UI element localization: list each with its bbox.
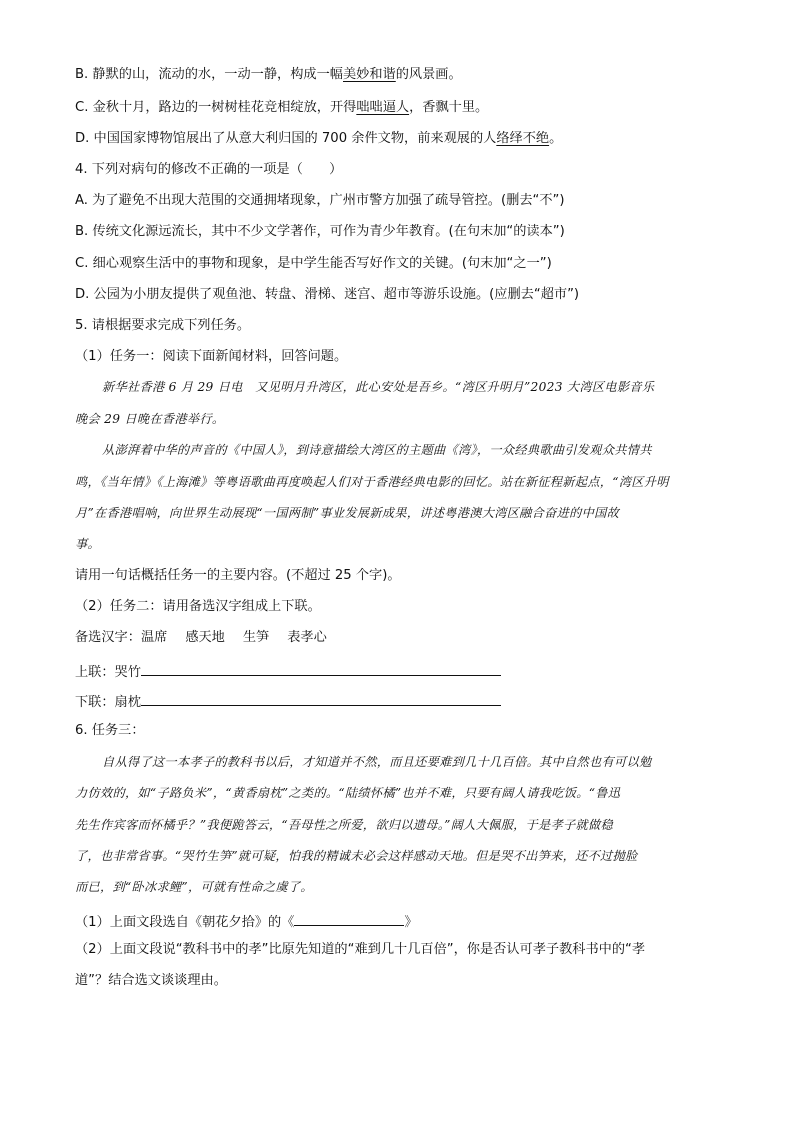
option-text: D. 中国国家博物馆展出了从意大利归国的 700 余件文物，前来观展的人 — [75, 131, 497, 146]
q4-option-c: C. 细心观察生活中的事物和现象，是中学生能否写好作文的关键。(句末加“之一”) — [75, 256, 552, 271]
q3-option-b — [75, 66, 462, 84]
q6-question-2-line2: 道”？结合选文谈谈理由。 — [75, 973, 227, 988]
news-line: 鸣，《当年情》《上海滩》等粤语歌曲再度唤起人们对于香港经典电影的回忆。站在新征程新起点，“湾区升明 — [75, 475, 669, 489]
news-line: 新华社香港 6 月 29 日电 又见明月升湾区，此心安处是吾乡。“湾区升明月”2023 大湾区电影音乐 — [102, 380, 655, 394]
underlined-phrase: 咄咄逼人 — [356, 100, 410, 115]
q5-stem: 5. 请根据要求完成下列任务。 — [75, 318, 251, 333]
candidate-characters — [75, 629, 327, 647]
q3-option-c — [75, 99, 488, 117]
upper-couplet — [75, 660, 501, 682]
option-word: 温席 — [140, 630, 168, 645]
option-word: 生笋 — [242, 630, 270, 645]
underlined-phrase: 美妙和谐 — [343, 67, 396, 82]
news-line: 晚会 29 日晚在香港举行。 — [75, 412, 225, 426]
option-text: ，香飘十里。 — [409, 100, 489, 115]
option-word: 感天地 — [185, 630, 225, 645]
option-text: C. 金秋十月，路边的一树树桂花竞相绽放，开得 — [75, 100, 357, 115]
upper-couplet-blank[interactable] — [141, 660, 501, 676]
option-text: 。 — [549, 131, 563, 146]
q4-stem: 4. 下列对病句的修改不正确的一项是（ ） — [75, 162, 343, 177]
q5-task1-heading: （1）任务一：阅读下面新闻材料，回答问题。 — [75, 349, 348, 364]
q4-option-a: A. 为了避免不出现大范围的交通拥堵现象，广州市警方加强了疏导管控。(删去“不”) — [75, 193, 565, 208]
passage-line: 了，也非常省事。“哭竹生笋”就可疑，怕我的精诚未必会这样感动天地。但是哭不出笋来，还不过抛脸 — [75, 849, 638, 863]
chapter-title-blank[interactable] — [294, 910, 404, 926]
lower-couplet — [75, 690, 501, 712]
passage-line: 而已，到“卧冰求鲤”，可就有性命之虞了。 — [75, 880, 313, 894]
q3-option-d — [75, 130, 562, 148]
option-text: 的风景画。 — [395, 67, 462, 82]
option-text: B. 静默的山，流动的水，一动一静，构成一幅 — [75, 67, 343, 82]
q6-question-2-line1: （2）上面文段说“教科书中的孝”比原先知道的“难到几十几百倍”，你是否认可孝子教科书中的“孝 — [75, 942, 646, 957]
lower-couplet-blank[interactable] — [141, 690, 501, 706]
q4-option-d: D. 公园为小朋友提供了观鱼池、转盘、滑梯、迷宫、超市等游乐设施。(应删去“超市”) — [75, 287, 580, 302]
options-label: 备选汉字： — [75, 630, 141, 645]
q5-task2-heading: （2）任务二：请用备选汉字组成上下联。 — [75, 599, 321, 614]
q5-task1-question: 请用一句话概括任务一的主要内容。(不超过 25 个字)。 — [75, 568, 401, 583]
q6-question-1-prefix: （1）上面文段选自《朝花夕拾》的《 — [75, 915, 295, 930]
q4-option-b: B. 传统文化源远流长，其中不少文学著作，可作为青少年教育。(在句末加“的读本”) — [75, 224, 565, 239]
news-line: 从澎湃着中华的声音的《中国人》，到诗意描绘大湾区的主题曲《湾》，一众经典歌曲引发观众共情共 — [102, 443, 652, 457]
news-line: 月”在香港唱响，向世界生动展现“一国两制”事业发展新成果，讲述粤港澳大湾区融合奋进的中国故 — [75, 506, 620, 520]
upper-couplet-prefix: 上联：哭竹 — [75, 665, 141, 680]
passage-line: 力仿效的，如“子路负米”，“黄香扇枕”之类的。“陆绩怀橘”也并不难，只要有阔人请我吃饭。“鲁迅 — [75, 786, 621, 800]
q6-question-1 — [75, 910, 418, 932]
underlined-phrase: 络绎不绝 — [496, 131, 550, 146]
lower-couplet-prefix: 下联：扇枕 — [75, 695, 141, 710]
passage-line: 先生作宾客而怀橘乎？”我便跪答云，“吾母性之所爱，欲归以遗母。”阔人大佩服，于是孝子就做稳 — [75, 818, 613, 832]
q6-stem: 6. 任务三： — [75, 723, 145, 738]
news-line: 事。 — [75, 537, 100, 551]
option-word: 表孝心 — [287, 630, 327, 645]
passage-line: 自从得了这一本孝子的教科书以后，才知道并不然，而且还要难到几十几百倍。其中自然也有可以勉 — [102, 755, 652, 769]
q6-question-1-suffix: 》 — [404, 915, 418, 930]
